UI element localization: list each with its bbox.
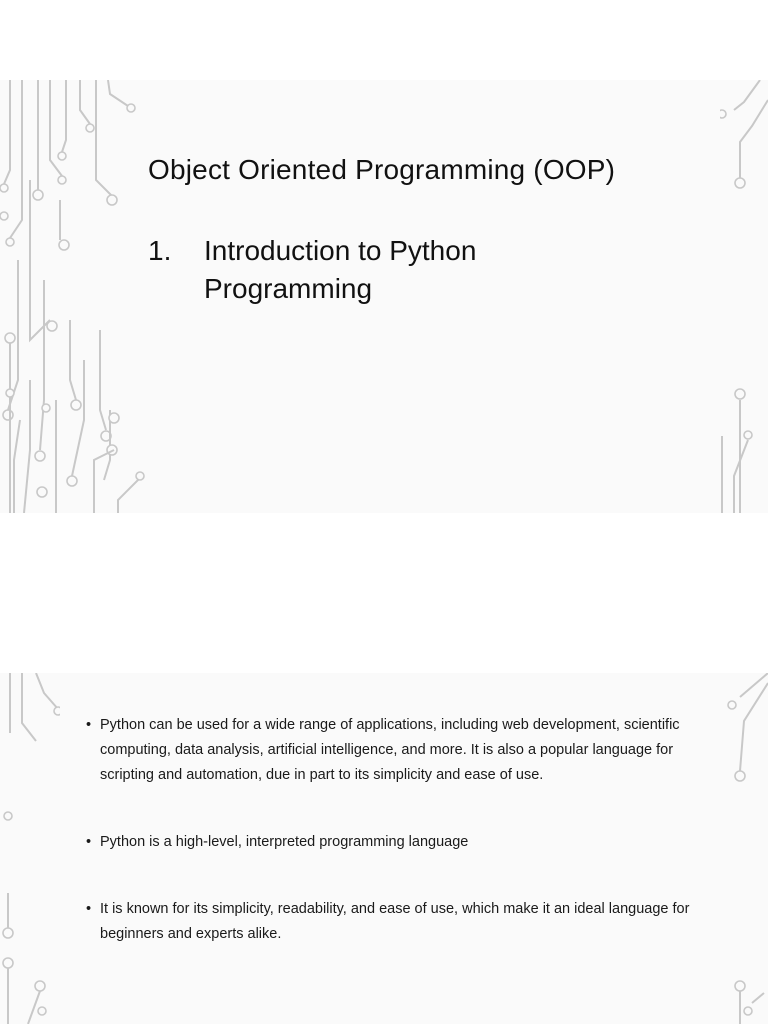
bullet-item (86, 830, 698, 855)
bullet-list (86, 713, 698, 989)
circuit-decoration-left (0, 80, 150, 513)
circuit-decoration-right (720, 80, 768, 513)
bullet-item (86, 897, 698, 947)
bullet-icon: • (86, 717, 92, 733)
bullet-icon: • (86, 901, 92, 917)
slide-2 (0, 673, 768, 1024)
bullet-text: Python is a high-level, interpreted programming language (100, 834, 469, 850)
slide-1 (0, 80, 768, 513)
slide-title: Object Oriented Programming (OOP) (148, 154, 616, 185)
bullet-text: Python can be used for a wide range of applications, including web development, scientific computing, data analysis, artificial intelligence, and more. It is also a popular language for scripting and automation, due in part to its simplicity and ease of use. (100, 717, 680, 783)
circuit-decoration-left (0, 673, 60, 1024)
circuit-decoration-right (720, 673, 768, 1024)
bullet-text: It is known for its simplicity, readability, and ease of use, which make it an ideal language for beginners and experts alike. (100, 901, 690, 942)
list-item-text: Introduction to Python Programming (204, 235, 477, 304)
bullet-icon: • (86, 834, 92, 850)
bullet-item (86, 713, 698, 788)
numbered-list-item (148, 232, 568, 308)
list-number: 1. (148, 235, 172, 266)
